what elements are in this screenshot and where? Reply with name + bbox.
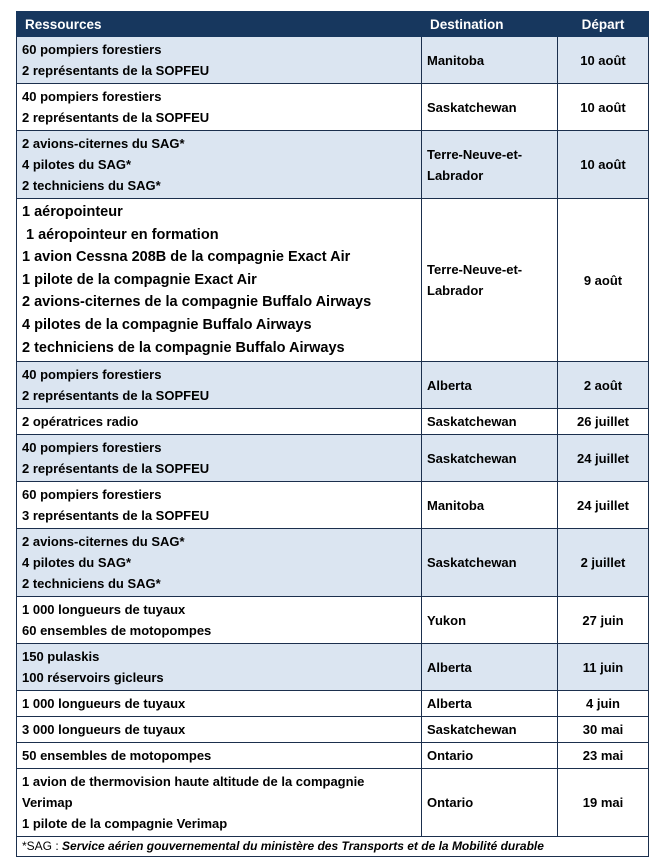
destination-line: Yukon — [427, 612, 467, 628]
table-row — [17, 131, 649, 199]
departure-cell: 24 juillet — [558, 482, 649, 529]
header-resources: Ressources — [17, 12, 422, 37]
resource-line: 1 000 longueurs de tuyaux — [22, 696, 186, 712]
resource-line: 4 pilotes du SAG* — [22, 157, 132, 172]
resource-line: 3 représentants de la SOPFEU — [22, 508, 210, 524]
destination-cell — [422, 131, 558, 199]
table-row — [17, 691, 649, 717]
table-row — [17, 717, 649, 743]
departure-cell: 2 juillet — [558, 529, 649, 597]
resources-cell — [17, 691, 422, 717]
table-header-row — [17, 12, 649, 37]
resources-cell — [17, 409, 422, 435]
departure-cell: 10 août — [558, 84, 649, 131]
destination-line: Labrador — [427, 167, 484, 183]
resource-line: 60 pompiers forestiers — [22, 42, 162, 57]
destination-line: Saskatchewan — [427, 450, 517, 466]
destination-cell — [422, 691, 558, 717]
resources-cell — [17, 435, 422, 482]
footnote — [17, 837, 649, 857]
resource-line: 2 représentants de la SOPFEU — [22, 63, 210, 78]
resource-line: 50 ensembles de motopompes — [22, 748, 212, 764]
resource-line: 4 pilotes de la compagnie Buffalo Airways — [22, 316, 312, 333]
destination-line: Alberta — [427, 696, 472, 712]
destination-line: Terre-Neuve-et- — [427, 262, 523, 278]
resource-line: 2 techniciens de la compagnie Buffalo Airways — [22, 339, 345, 356]
destination-line: Manitoba — [427, 52, 485, 68]
destination-line: Labrador — [427, 283, 484, 299]
resource-line: 2 représentants de la SOPFEU — [22, 388, 210, 404]
table-row — [17, 362, 649, 409]
resource-line: 2 opératrices radio — [22, 414, 139, 430]
departure-cell: 4 juin — [558, 691, 649, 717]
destination-line: Ontario — [427, 748, 474, 764]
resources-cell — [17, 644, 422, 691]
resources-cell — [17, 131, 422, 199]
departure-cell: 11 juin — [558, 644, 649, 691]
table-row — [17, 199, 649, 362]
destination-line: Saskatchewan — [427, 414, 517, 430]
departure-cell: 23 mai — [558, 743, 649, 769]
resources-cell — [17, 84, 422, 131]
departure-cell: 9 août — [558, 199, 649, 362]
resource-line: 2 représentants de la SOPFEU — [22, 110, 210, 125]
table-row — [17, 409, 649, 435]
resource-line: 2 techniciens du SAG* — [22, 576, 161, 592]
departure-cell: 19 mai — [558, 769, 649, 837]
resource-line: 1 aéropointeur en formation — [26, 226, 219, 243]
destination-cell — [422, 37, 558, 84]
resource-line: 1 pilote de la compagnie Exact Air — [22, 271, 257, 288]
resource-line: 1 avion Cessna 208B de la compagnie Exact Air — [22, 249, 351, 266]
table-row — [17, 597, 649, 644]
resource-line: 1 avion de thermovision haute altitude de la compagnie — [22, 774, 365, 790]
departure-cell: 24 juillet — [558, 435, 649, 482]
table-body — [17, 37, 649, 837]
destination-cell — [422, 435, 558, 482]
resource-line: 100 réservoirs gicleurs — [22, 670, 164, 686]
resource-line: 2 techniciens du SAG* — [22, 178, 161, 193]
resource-line: 1 aéropointeur — [22, 204, 123, 220]
table-row — [17, 644, 649, 691]
resources-cell — [17, 199, 422, 362]
destination-line: Saskatchewan — [427, 555, 517, 571]
destination-cell — [422, 199, 558, 362]
destination-cell — [422, 597, 558, 644]
departure-cell: 26 juillet — [558, 409, 649, 435]
resource-line: 2 avions-citernes de la compagnie Buffalo Airways — [22, 294, 372, 311]
footnote-prefix: *SAG : — [22, 839, 63, 854]
header-departure: Départ — [558, 12, 649, 37]
resource-line: 2 avions-citernes du SAG* — [22, 534, 185, 550]
footnote-text: Service aérien gouvernemental du ministère des Transports et de la Mobilité durable — [62, 839, 544, 854]
destination-cell — [422, 482, 558, 529]
destination-cell — [422, 743, 558, 769]
resources-cell — [17, 482, 422, 529]
destination-line: Terre-Neuve-et- — [427, 146, 523, 162]
resource-line: 40 pompiers forestiers — [22, 367, 162, 383]
departure-cell: 27 juin — [558, 597, 649, 644]
resources-cell — [17, 37, 422, 84]
resource-line: 2 avions-citernes du SAG* — [22, 136, 185, 151]
destination-cell — [422, 409, 558, 435]
resources-cell — [17, 597, 422, 644]
destination-cell — [422, 529, 558, 597]
resources-cell — [17, 529, 422, 597]
destination-line: Manitoba — [427, 497, 485, 513]
resource-line: 3 000 longueurs de tuyaux — [22, 722, 186, 738]
resource-line: 1 pilote de la compagnie Verimap — [22, 816, 228, 832]
resources-cell — [17, 769, 422, 837]
resources-table — [16, 11, 649, 857]
footnote-row — [17, 837, 649, 857]
destination-cell — [422, 644, 558, 691]
departure-cell: 2 août — [558, 362, 649, 409]
resource-line: 2 représentants de la SOPFEU — [22, 461, 210, 477]
resource-line: 40 pompiers forestiers — [22, 89, 162, 104]
table-row — [17, 435, 649, 482]
resources-cell — [17, 743, 422, 769]
destination-line: Alberta — [427, 377, 472, 393]
resource-line: 1 000 longueurs de tuyaux — [22, 602, 186, 618]
resource-line: 150 pulaskis — [22, 649, 100, 665]
table-row — [17, 84, 649, 131]
destination-line: Alberta — [427, 659, 472, 675]
destination-cell — [422, 717, 558, 743]
destination-line: Ontario — [427, 795, 474, 811]
resource-line: 60 ensembles de motopompes — [22, 623, 212, 639]
resources-cell — [17, 717, 422, 743]
table-row — [17, 743, 649, 769]
table-row — [17, 769, 649, 837]
resource-line: 4 pilotes du SAG* — [22, 555, 132, 571]
resource-line: Verimap — [22, 795, 73, 811]
departure-cell: 10 août — [558, 131, 649, 199]
destination-cell — [422, 84, 558, 131]
table-row — [17, 529, 649, 597]
resources-cell — [17, 362, 422, 409]
table-row — [17, 37, 649, 84]
departure-cell: 30 mai — [558, 717, 649, 743]
destination-cell — [422, 362, 558, 409]
resource-line: 60 pompiers forestiers — [22, 487, 162, 503]
header-destination: Destination — [422, 12, 558, 37]
destination-cell — [422, 769, 558, 837]
departure-cell: 10 août — [558, 37, 649, 84]
destination-line: Saskatchewan — [427, 99, 517, 115]
destination-line: Saskatchewan — [427, 722, 517, 738]
table-row — [17, 482, 649, 529]
resource-line: 40 pompiers forestiers — [22, 440, 162, 456]
